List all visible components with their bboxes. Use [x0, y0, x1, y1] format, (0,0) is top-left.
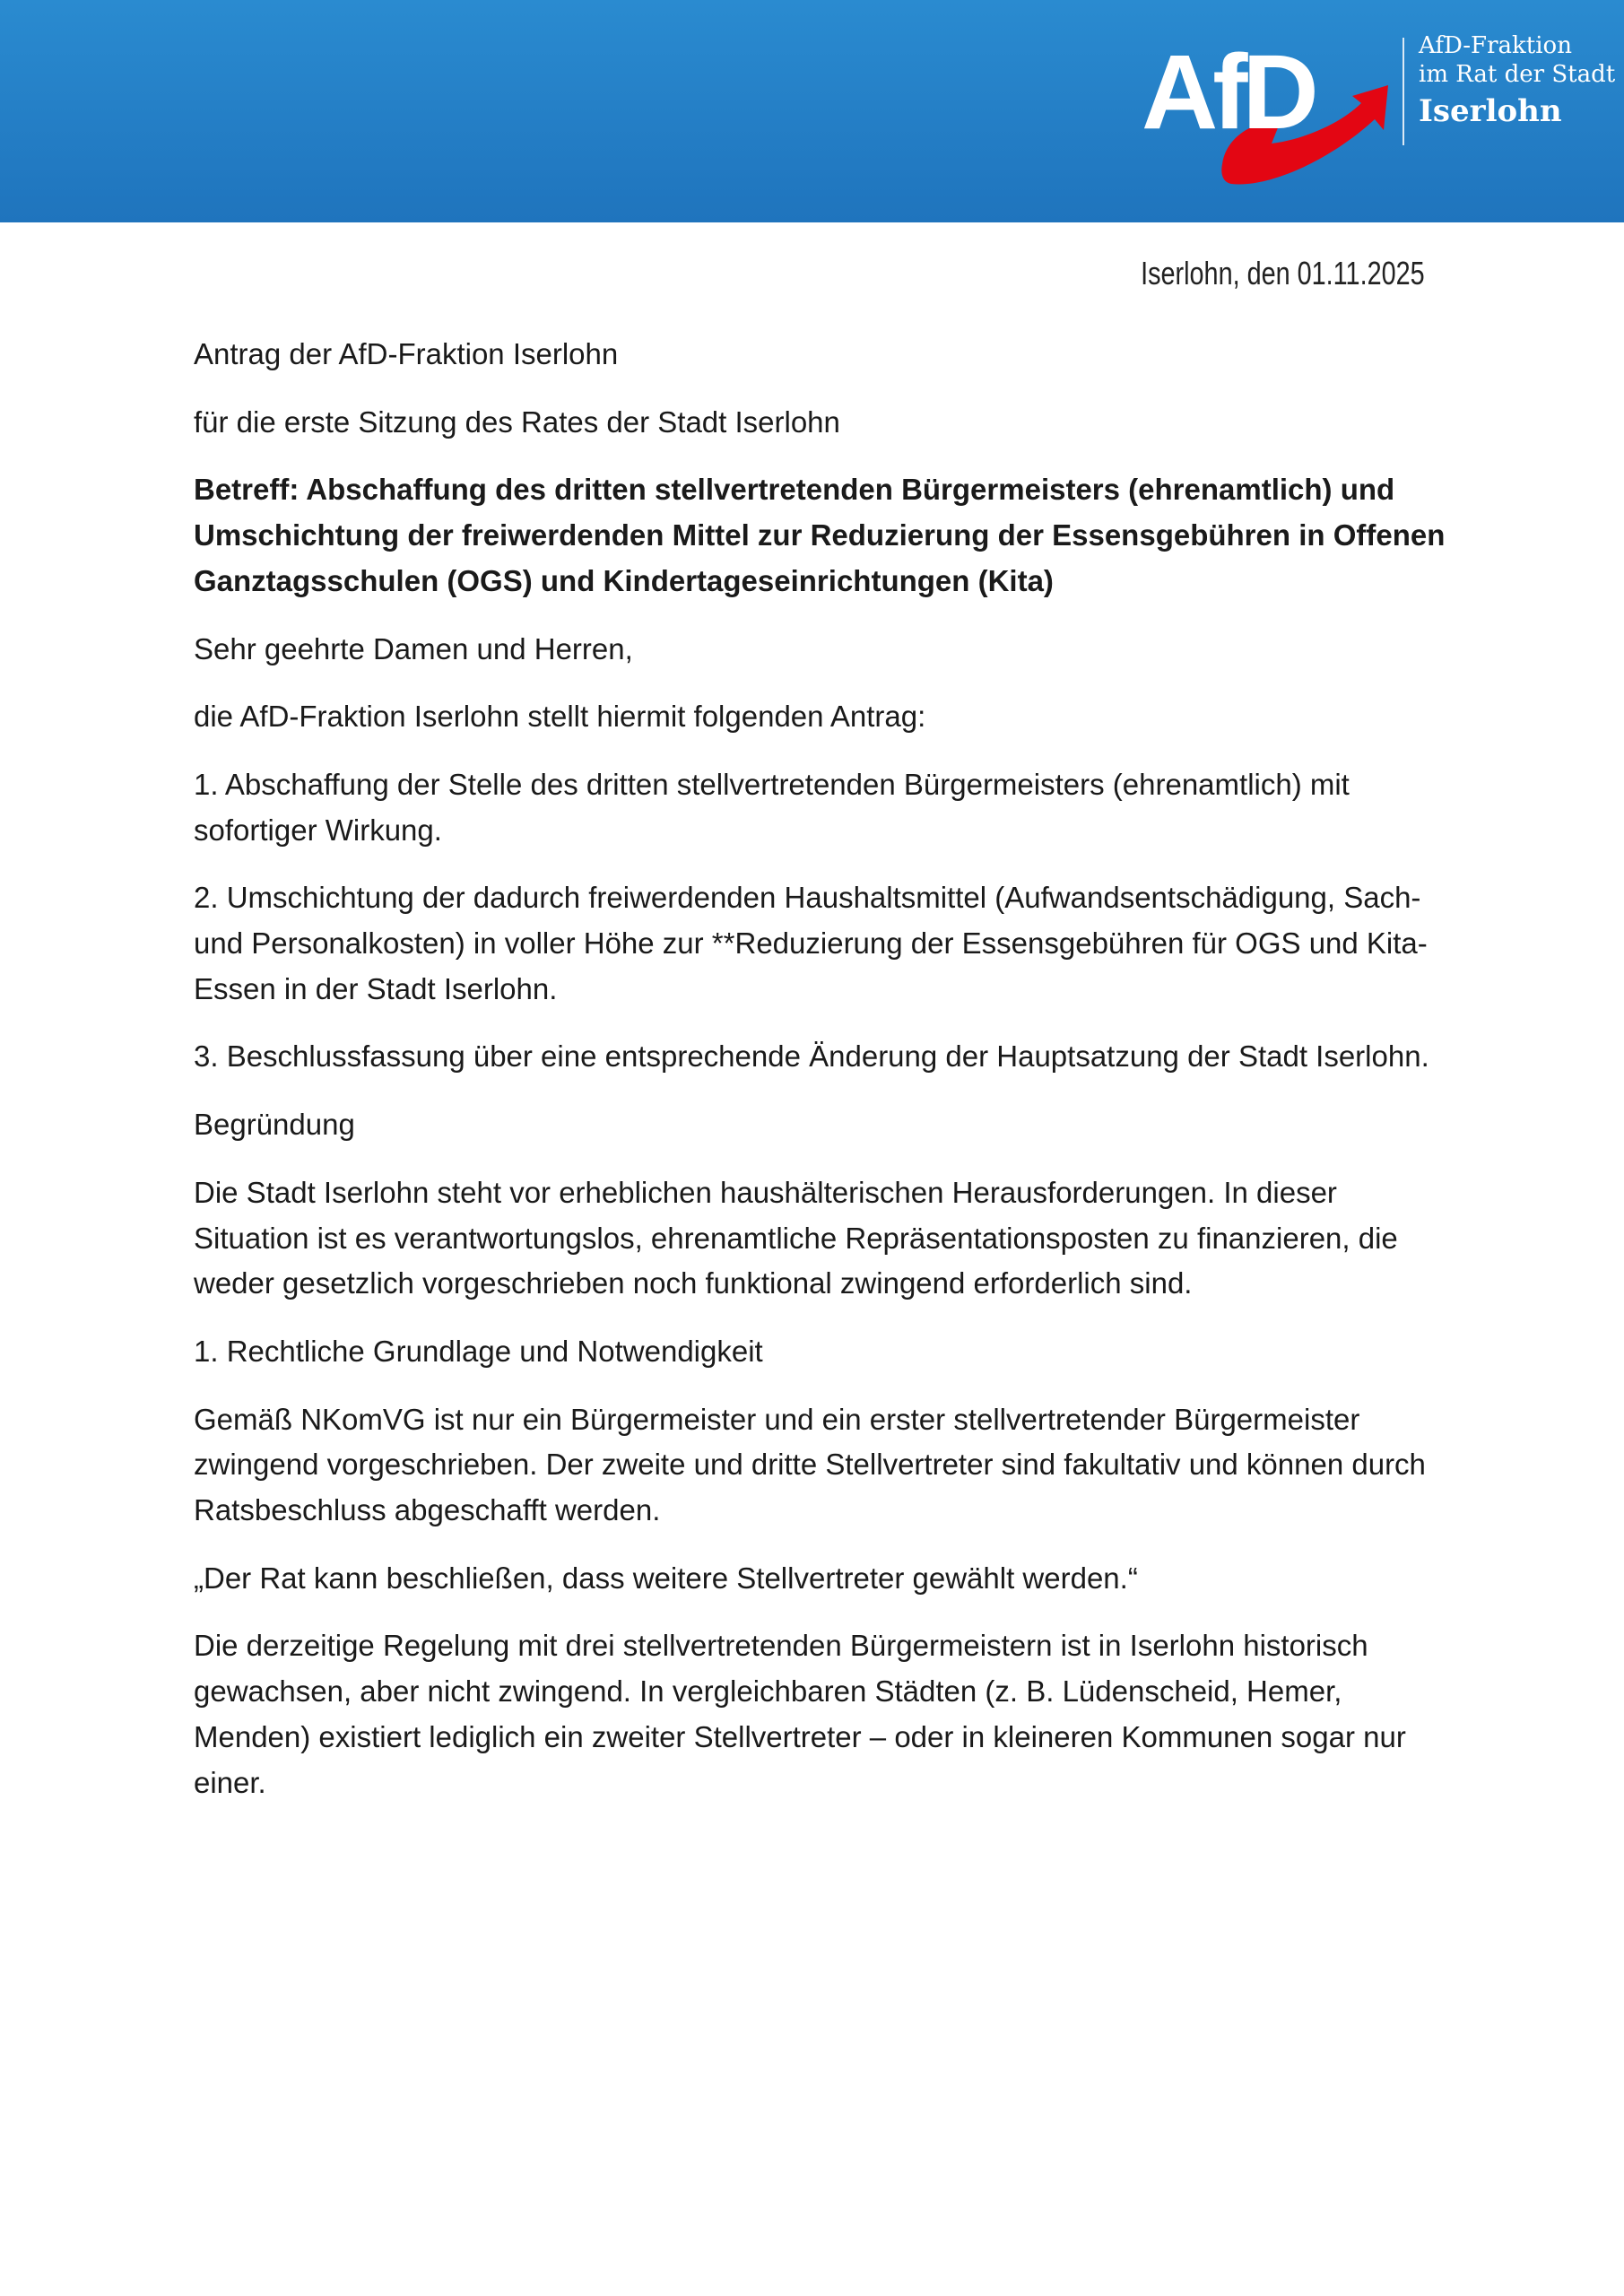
motion-item-3: 3. Beschlussfassung über eine entsprechende Änderung der Hauptsatzung der Stadt Iserlohn.: [194, 1039, 1429, 1074]
heading-sitzung: für die erste Sitzung des Rates der Stadt Iserlohn: [194, 404, 840, 439]
logo-line-1: AfD-Fraktion: [1419, 32, 1572, 59]
legal-paragraph: Gemäß NKomVG ist nur ein Bürgermeister und ein erster stellvertretender Bürgermeister zwingend vorgeschrieben. Der zweite und dritte Stellvertreter sind fakultativ und können durch Ratsbeschluss abgeschafft werden.: [194, 1402, 1426, 1527]
letter-date: Iserlohn, den 01.11.2025: [1141, 255, 1425, 291]
salutation: Sehr geehrte Damen und Herren,: [194, 631, 633, 665]
svg-text:AfD: AfD: [1142, 33, 1314, 152]
letter-body: [194, 332, 1449, 1828]
afd-logo: [1137, 31, 1406, 193]
rationale-heading: Begründung: [194, 1108, 355, 1142]
logo-line-3: Iserlohn: [1419, 93, 1562, 129]
section-heading-legal: 1. Rechtliche Grundlage und Notwendigkeit: [194, 1334, 763, 1368]
quote: „Der Rat kann beschließen, dass weitere Stellvertreter gewählt werden.“: [194, 1561, 1138, 1595]
logo-divider: [1403, 38, 1404, 145]
logo-line-2: im Rat der Stadt: [1419, 61, 1616, 88]
intro: die AfD-Fraktion Iserlohn stellt hiermit folgenden Antrag:: [194, 700, 926, 734]
rationale-paragraph: Die Stadt Iserlohn steht vor erheblichen haushälterischen Herausforderungen. In dieser Situation ist es verantwortungslos, ehrenamtliche Repräsentationsposten zu finanzieren, die weder gesetzlich vorgeschrieben noch funktional zwingend erforderlich sind.: [194, 1175, 1398, 1300]
heading-antrag: Antrag der AfD-Fraktion Iserlohn: [194, 337, 619, 370]
motion-item-2: 2. Umschichtung der dadurch freiwerdenden Haushaltsmittel (Aufwandsentschädigung, Sach- und Personalkosten) in voller Höhe zur **Reduzierung der Essensgebühren für OGS und Kita-Essen in der Stadt Iserlohn.: [194, 881, 1428, 1005]
subject-line: Betreff: Abschaffung des dritten stellvertretenden Bürgermeisters (ehrenamtlich) und Umschichtung der freiwerdenden Mittel zur Reduzierung der Essensgebühren in Offenen Ganztagsschulen (OGS) und Kindertageseinrichtungen (Kita): [194, 473, 1446, 597]
letterhead-banner: [0, 0, 1624, 222]
motion-item-1: 1. Abschaffung der Stelle des dritten stellvertretenden Bürgermeisters (ehrenamtlich) mit sofortiger Wirkung.: [194, 767, 1350, 847]
comparison-paragraph: Die derzeitige Regelung mit drei stellvertretenden Bürgermeistern ist in Iserlohn historisch gewachsen, aber nicht zwingend. In vergleichbaren Städten (z. B. Lüdenscheid, Hemer, Menden) existiert lediglich ein zweiter Stellvertreter – oder in kleineren Kommunen sogar nur einer.: [194, 1629, 1406, 1799]
